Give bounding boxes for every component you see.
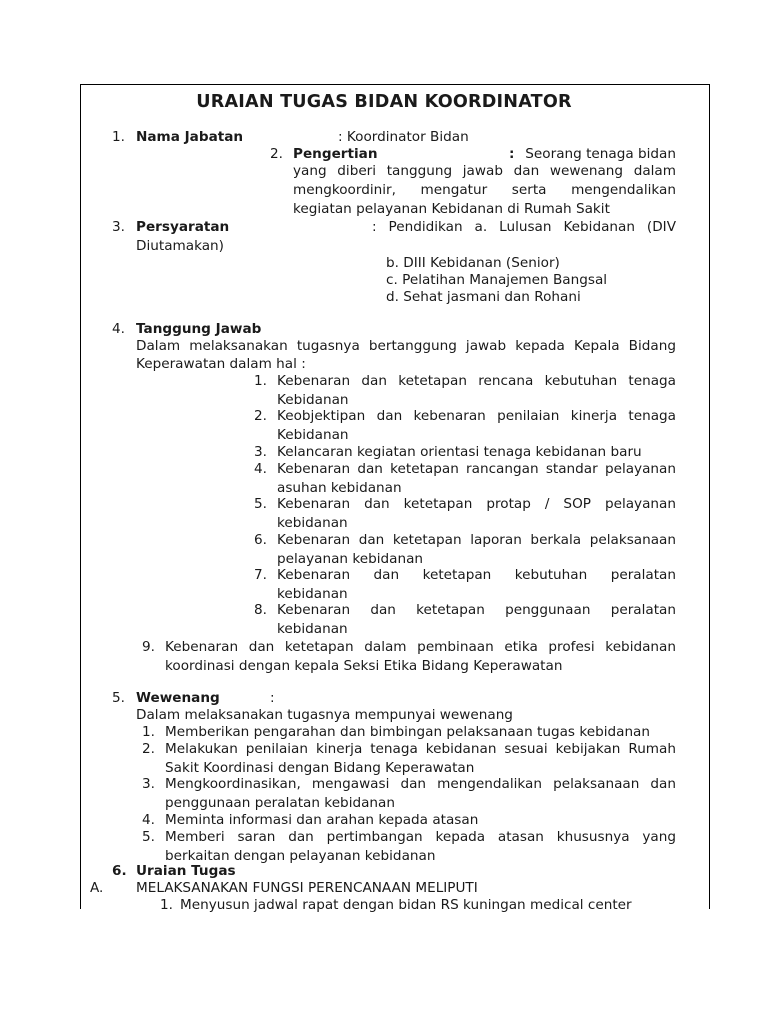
section-3-number: 3.: [112, 219, 125, 235]
section-3-item: b. DIII Kebidanan (Senior): [386, 255, 560, 271]
section-5-item-text: berkaitan dengan pelayanan kebidanan: [165, 848, 436, 864]
section-4-item-number: 3.: [254, 444, 267, 460]
section-4-item-number: 1.: [254, 373, 267, 389]
section-5-item-text: penggunaan peralatan kebidanan: [165, 795, 395, 811]
section-5-label: Wewenang: [136, 690, 220, 706]
section-2-number: 2.: [270, 146, 283, 162]
section-2-text: [293, 165, 676, 222]
section-4-item-text: Kebenaran dan ketetapan laporan berkala pelaksanaan: [277, 532, 676, 548]
section-3-item: c. Pelatihan Manajemen Bangsal: [386, 272, 608, 288]
section-5-intro: Dalam melaksanakan tugasnya mempunyai wewenang: [136, 707, 513, 723]
section-6-sub-number: 1.: [160, 897, 173, 913]
section-4-item-number: 9.: [142, 639, 155, 655]
section-4-item-text: Kebenaran dan ketetapan dalam pembinaan etika profesi kebidanan: [165, 639, 676, 655]
section-3-education: : Pendidikan a. Lulusan Kebidanan (DIV: [372, 219, 676, 235]
section-4-item-text: pelayanan kebidanan: [277, 551, 424, 567]
section-2-text-line: kegiatan pelayanan Kebidanan di Rumah Sakit: [293, 201, 610, 217]
section-5-item-number: 1.: [142, 724, 155, 740]
section-4-item-text: Kebenaran dan ketetapan protap / SOP pelayanan: [277, 496, 676, 512]
section-6-a-letter: A.: [90, 880, 104, 896]
section-5-colon: :: [270, 690, 275, 706]
section-5-item-text: Memberi saran dan pertimbangan kepada atasan khususnya yang: [165, 829, 676, 845]
section-4-item-number: 4.: [254, 461, 267, 477]
section-4-item-text: Kebenaran dan ketetapan rancangan standar pelayanan: [277, 461, 676, 477]
section-2-label: Pengertian: [293, 146, 378, 162]
section-4-item-number: 7.: [254, 567, 267, 583]
section-5-item-text: Melakukan penilaian kinerja tenaga kebidanan sesuai kebijakan Rumah: [165, 741, 676, 757]
section-4-item-number: 6.: [254, 532, 267, 548]
section-4-number: 4.: [112, 321, 125, 337]
section-5-item-text: Sakit Koordinasi dengan Bidang Keperawatan: [165, 760, 475, 776]
section-6-number: 6.: [112, 863, 127, 879]
section-2-text-line: yang diberi tanggung jawab dan wewenang dalam: [293, 163, 676, 179]
section-4-item-text: kebidanan: [277, 621, 348, 637]
section-4-item-text: Kebenaran dan ketetapan penggunaan peralatan: [277, 602, 676, 618]
section-3-label: Persyaratan: [136, 219, 230, 235]
section-5-number: 5.: [112, 690, 125, 706]
section-4-intro: Dalam melaksanakan tugasnya bertanggung jawab kepada Kepala Bidang: [136, 338, 676, 354]
section-6-a-text: MELAKSANAKAN FUNGSI PERENCANAAN MELIPUTI: [136, 880, 478, 896]
section-5-item-number: 2.: [142, 741, 155, 757]
section-5-item-number: 3.: [142, 776, 155, 792]
section-4-item-text: kebidanan: [277, 586, 348, 602]
section-1-value: : Koordinator Bidan: [338, 129, 469, 145]
section-4-item-text: kebidanan: [277, 515, 348, 531]
section-5-item-number: 5.: [142, 829, 155, 845]
section-2-text-line: Seorang tenaga bidan: [525, 146, 676, 162]
section-2-colon: :: [509, 146, 515, 162]
section-4-item-text: koordinasi dengan kepala Seksi Etika Bidang Keperawatan: [165, 658, 563, 674]
section-3-education-cont: Diutamakan): [136, 238, 224, 254]
section-4-item-text: asuhan kebidanan: [277, 480, 402, 496]
section-4-item-text: Kebenaran dan ketetapan kebutuhan peralatan: [277, 567, 676, 583]
section-4-item-text: Kebidanan: [277, 392, 349, 408]
section-5-item-number: 4.: [142, 812, 155, 828]
section-1-label: Nama Jabatan: [136, 129, 244, 145]
section-5-item-text: Memberikan pengarahan dan bimbingan pelaksanaan tugas kebidanan: [165, 724, 651, 740]
section-4-label: Tanggung Jawab: [136, 321, 262, 337]
section-5-item-text: Meminta informasi dan arahan kepada atasan: [165, 812, 479, 828]
section-6-label: Uraian Tugas: [136, 863, 236, 879]
section-4-intro-cont: Keperawatan dalam hal :: [136, 356, 306, 372]
section-4-item-text: Kelancaran kegiatan orientasi tenaga kebidanan baru: [277, 444, 642, 460]
section-4-item-number: 8.: [254, 602, 267, 618]
section-4-item-text: Keobjektipan dan kebenaran penilaian kinerja tenaga: [277, 408, 676, 424]
section-4-item-number: 2.: [254, 408, 267, 424]
section-6-sub-text: Menyusun jadwal rapat dengan bidan RS kuningan medical center: [180, 897, 632, 913]
section-1-number: 1.: [112, 129, 125, 145]
section-3-item: d. Sehat jasmani dan Rohani: [386, 289, 581, 305]
section-4-item-number: 5.: [254, 496, 267, 512]
section-2-text-line: mengkoordinir, mengatur serta mengendalikan: [293, 182, 676, 198]
section-5-item-text: Mengkoordinasikan, mengawasi dan mengendalikan pelaksanaan dan: [165, 776, 676, 792]
page-title: URAIAN TUGAS BIDAN KOORDINATOR: [196, 92, 572, 112]
section-4-item-text: Kebenaran dan ketetapan rencana kebutuhan tenaga: [277, 373, 676, 389]
section-4-item-text: Kebidanan: [277, 427, 349, 443]
